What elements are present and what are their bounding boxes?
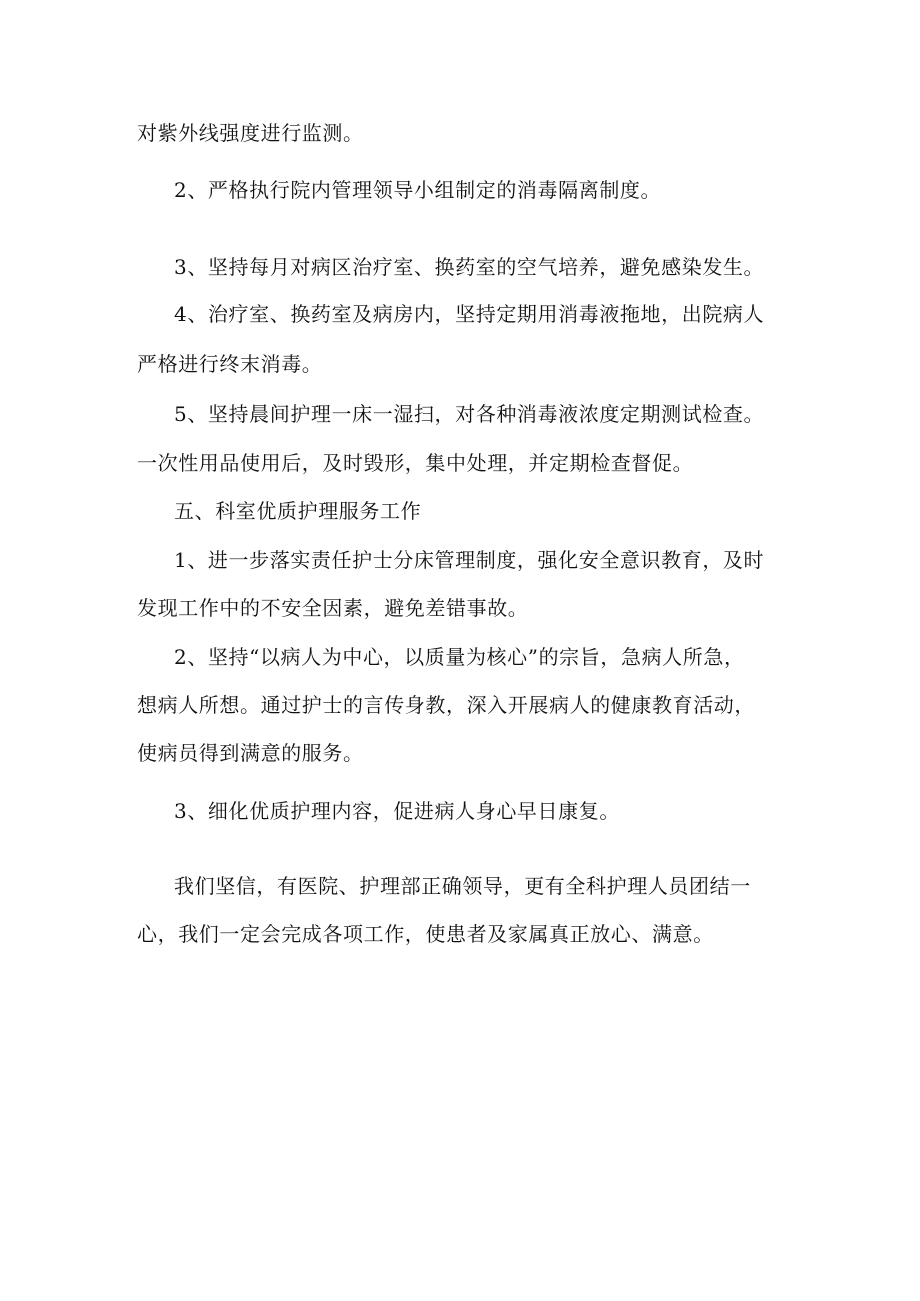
- paragraph-line: 发现工作中的不安全因素，避免差错事故。: [137, 596, 529, 620]
- paragraph-line: 对紫外线强度进行监测。: [137, 121, 364, 145]
- paragraph-line: 2、严格执行院内管理领导小组制定的消毒隔离制度。: [174, 178, 662, 202]
- paragraph-line: 我们坚信，有医院、护理部正确领导，更有全科护理人员团结一: [174, 874, 751, 898]
- paragraph-line: 心，我们一定会完成各项工作，使患者及家属真正放心、满意。: [137, 922, 714, 946]
- section-heading: 五、科室优质护理服务工作: [174, 499, 422, 523]
- paragraph-line: 3、坚持每月对病区治疗室、换药室的空气培养，避免感染发生。: [174, 255, 765, 279]
- paragraph-line: 使病员得到满意的服务。: [137, 741, 364, 765]
- paragraph-line: 3、细化优质护理内容，促进病人身心早日康复。: [174, 799, 620, 823]
- paragraph-line: 2、坚持“以病人为中心，以质量为核心”的宗旨，急病人所急，: [174, 645, 745, 669]
- paragraph-line: 一次性用品使用后，及时毁形，集中处理，并定期检查督促。: [137, 451, 694, 475]
- paragraph-line: 5、坚持晨间护理一床一湿扫，对各种消毒液浓度定期测试检查。: [174, 402, 765, 426]
- paragraph-line: 4、治疗室、换药室及病房内，坚持定期用消毒液拖地，出院病人: [174, 302, 765, 326]
- paragraph-line: 严格进行终末消毒。: [137, 352, 323, 376]
- paragraph-line: 1、进一步落实责任护士分床管理制度，强化安全意识教育，及时: [174, 548, 765, 572]
- paragraph-line: 想病人所想。通过护士的言传身教，深入开展病人的健康教育活动，: [137, 693, 755, 717]
